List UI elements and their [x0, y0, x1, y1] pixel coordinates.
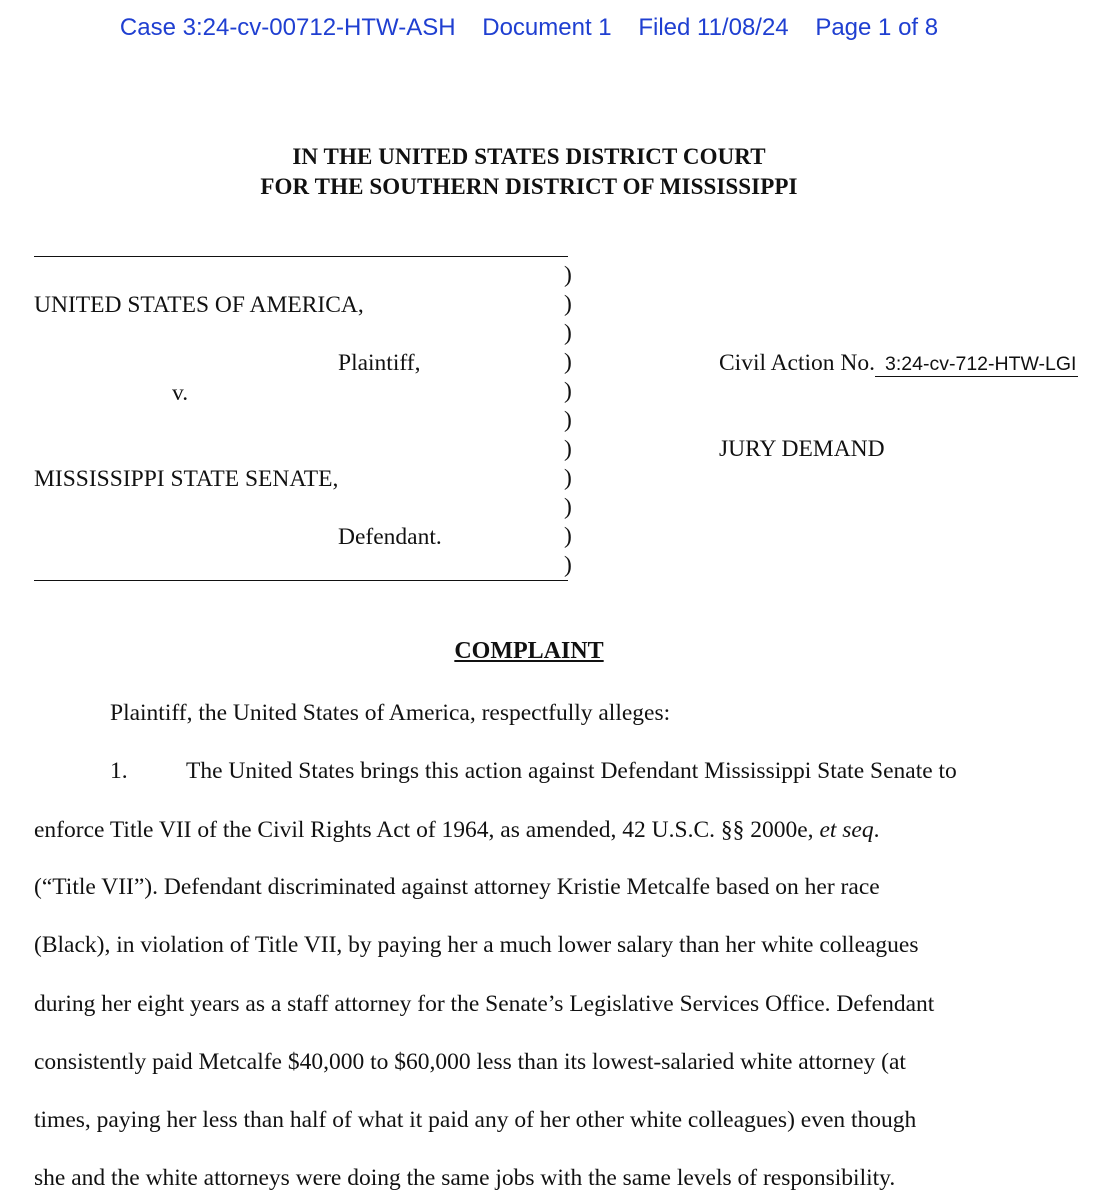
paragraph-line: (Black), in violation of Title VII, by paying her a much lower salary than her white colleagues [34, 932, 919, 958]
caption-paren: ) [564, 291, 572, 317]
civil-action [719, 350, 1078, 377]
caption-paren: ) [564, 262, 572, 288]
case-number: Case 3:24-cv-00712-HTW-ASH [119, 14, 456, 41]
caption-paren: ) [564, 320, 572, 346]
complaint-title: COMPLAINT [454, 638, 604, 664]
civil-action-label: Civil Action No. [719, 350, 876, 376]
court-title-line-1: IN THE UNITED STATES DISTRICT COURT [292, 144, 766, 169]
defendant-name: MISSISSIPPI STATE SENATE, [34, 466, 339, 492]
caption-paren: ) [564, 436, 572, 462]
document-number: Document 1 [482, 14, 612, 41]
paragraph-number: 1. [110, 758, 128, 784]
jury-demand: JURY DEMAND [719, 436, 885, 462]
paragraph-line: she and the white attorneys were doing the same jobs with the same levels of responsibility. [34, 1165, 896, 1191]
paragraph-line: consistently paid Metcalfe $40,000 to $60,000 less than its lowest-salaried white attorney (at [34, 1049, 906, 1075]
paragraph-line: enforce Title VII of the Civil Rights Act of 1964, as amended, 42 U.S.C. §§ 2000e, et seq. [34, 817, 880, 843]
filed-date: Filed 11/08/24 [638, 14, 789, 41]
versus: v. [172, 380, 189, 406]
plaintiff-role: Plaintiff, [338, 350, 421, 376]
caption-paren: ) [564, 552, 572, 578]
et-seq-italic: et seq [819, 817, 874, 843]
paragraph-line: during her eight years as a staff attorney for the Senate’s Legislative Services Office. Defendant [34, 991, 935, 1017]
caption-paren: ) [564, 407, 572, 433]
paragraph-line: The United States brings this action against Defendant Mississippi State Senate to [186, 758, 957, 784]
paragraph-line: times, paying her less than half of what it paid any of her other white colleagues) even though [34, 1107, 917, 1133]
caption-top-rule [34, 256, 568, 257]
caption-paren: ) [564, 465, 572, 491]
page-number: Page 1 of 8 [815, 14, 939, 41]
caption-bottom-rule [34, 580, 568, 581]
court-title-line-2: FOR THE SOUTHERN DISTRICT OF MISSISSIPPI [260, 174, 798, 199]
civil-action-number: 3:24-cv-712-HTW-LGI [875, 353, 1078, 377]
paragraph-line: (“Title VII”). Defendant discriminated against attorney Kristie Metcalfe based on her race [34, 874, 880, 900]
caption-paren: ) [564, 349, 572, 375]
caption-paren: ) [564, 494, 572, 520]
caption-paren: ) [564, 523, 572, 549]
defendant-role: Defendant. [338, 524, 442, 550]
plaintiff-name: UNITED STATES OF AMERICA, [34, 292, 364, 318]
complaint-intro: Plaintiff, the United States of America, respectfully alleges: [110, 700, 671, 726]
caption-paren: ) [564, 378, 572, 404]
filing-header [0, 14, 1058, 42]
